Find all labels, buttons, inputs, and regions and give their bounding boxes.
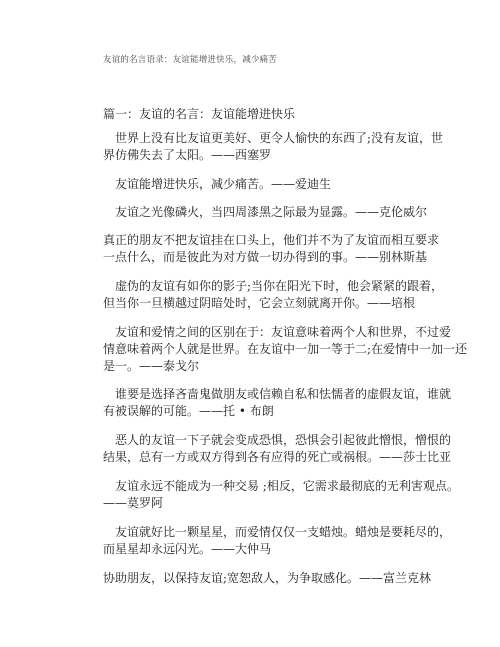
quote-paragraph — [103, 278, 444, 312]
quote-line: 协助朋友，以保持友谊;宽恕敌人，为争取感化。——富兰克林 — [103, 571, 432, 585]
quote-line: 是一。——泰戈尔 — [103, 359, 200, 373]
quote-line: 友谊之光像磷火，当四周漆黑之际最为显露。——克伦威尔 — [115, 205, 428, 219]
quote-line: 真正的朋友不把友谊挂在口头上，他们并不为了友谊而相互要求 — [103, 233, 440, 247]
quote-line: 友谊能增进快乐，减少痛苦。——爱迪生 — [115, 177, 332, 191]
quote-line: 友谊和爱情之间的区别在于：友谊意味着两个人和世界，不过爱 — [115, 325, 452, 339]
quote-paragraph — [103, 176, 403, 193]
quote-line: 但当你一旦横越过阴暗处时，它会立刻就离开你。——培根 — [103, 296, 416, 310]
quote-paragraph — [103, 570, 432, 587]
quote-line: 有被误解的可能。——托 • 布朗 — [103, 404, 274, 418]
quote-line: 世界上没有比友谊更美好、更令人愉快的东西了;没有友谊，世 — [115, 131, 444, 145]
quote-line: 情意味着两个人就是世界。在友谊中一加一等于二;在爱情中一加一还 — [103, 342, 468, 356]
quote-paragraph — [103, 524, 452, 558]
quote-paragraph — [103, 232, 440, 266]
quote-paragraph — [103, 324, 468, 375]
quote-paragraph — [103, 130, 444, 164]
quote-line: 友谊就好比一颗星星，而爱情仅仅一支蜡烛。蜡烛是要耗尽的， — [115, 525, 452, 539]
quote-paragraph — [103, 432, 452, 466]
quote-paragraph — [103, 204, 428, 221]
quote-line: 友谊永远不能成为一种交易 ;相反，它需求最彻底的无利害观点。 — [115, 479, 459, 493]
document-header: 友谊的名言语录：友谊能增进快乐，减少痛苦 — [103, 55, 278, 65]
quote-line: 结果，总有一方或双方得到各有应得的死亡或祸根。——莎士比亚 — [103, 450, 452, 464]
quote-line: 而星星却永远闪光。——大仲马 — [103, 542, 272, 556]
quote-line: 恶人的友谊一下子就会变成恐惧，恐惧会引起彼此憎恨，憎恨的 — [115, 433, 452, 447]
section-title: 篇一：友谊的名言：友谊能增进快乐 — [103, 107, 296, 121]
quote-paragraph — [103, 386, 452, 420]
quote-line: 谁要是选择吝啬鬼做朋友或信赖自私和怯懦者的虚假友谊，谁就 — [115, 387, 452, 401]
quote-line: ——莫罗阿 — [103, 496, 164, 510]
quote-paragraph — [103, 478, 459, 512]
quote-line: 界仿佛失去了太阳。——西塞罗 — [103, 148, 272, 162]
quote-line: 虚伪的友谊有如你的影子;当你在阳光下时，他会紧紧的跟着， — [115, 279, 444, 293]
quote-line: 一点什么，而是彼此为对方做一切办得到的事。——别林斯基 — [103, 250, 428, 264]
